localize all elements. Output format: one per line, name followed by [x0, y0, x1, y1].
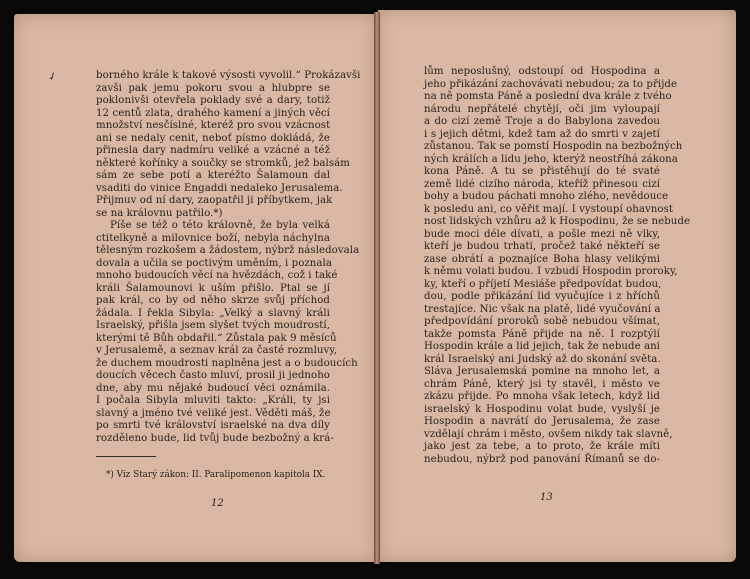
text-line: 12 centů zlata, drahého kamení a jiných věcí [96, 107, 330, 119]
text-line: i s jejich dětmi, kdež tam až do smrti v zajetí [424, 128, 660, 140]
book-spine [374, 12, 380, 564]
text-line: I počala Sibyla mluviti takto: „Králi, ty jsi [96, 395, 330, 406]
text-line: předpovídání proroků sobě nebudou všímat, [424, 316, 660, 327]
text-line: k posledu ani, co věřit mají. I vystoupí ohavnost [424, 203, 674, 215]
text-line: a do cizí země Troje a do Babylona zavedou [424, 116, 660, 127]
text-line: rozděleno bude, lid tvůj bude bezbožný a krá- [96, 432, 334, 444]
text-line: na ně pomsta Páně a poslední dva krále z tvého [424, 91, 672, 102]
text-line: zůstanou. Tak se pomstí Hospodin na bezbožných [424, 141, 683, 152]
text-line: nost lidských vzhůru až k Hospodinu, že se nebude [424, 216, 691, 227]
text-line: dne, aby mu nějaké budoucí věci oznámila. [96, 382, 330, 394]
text-line: jako jest za tebe, a to proto, že krále míti [424, 441, 660, 452]
text-line: po smrti tvé království israelské na dva díly [96, 420, 330, 431]
text-line: poklonivši otevřela poklady své a dary, totiž [96, 95, 330, 106]
text-line: lům neposlušný, odstoupí od Hospodina a [424, 66, 660, 77]
text-line: nebudou, nýbrž pod panování Římanů se do- [424, 453, 660, 465]
text-line: národu nepřátelé chytějí, oči jim vyloupají [424, 103, 660, 115]
text-line: Přijmuv od ní dary, zaopatřil ji příbytkem, jak [96, 195, 333, 206]
text-line: pak král, co by od něho skrze svůj příchod [96, 295, 330, 306]
text-line: zase obrátí a poznajíce Boha hlasy velikými [424, 253, 660, 265]
text-line: dou, podle přikázání lid vyučujíce i z hříchů [424, 291, 660, 302]
text-line: zkázu přijde. Po mnoha však letech, když lid [424, 391, 660, 402]
footnote-rule [96, 456, 156, 457]
text-line: tělesným rozkošem a žádostem, nýbrž následovala [96, 245, 360, 256]
ink-mark-icon: ✓ [46, 68, 60, 85]
text-line: borného krále k takové výsosti vyvolil.“ Prokázavši [96, 70, 361, 81]
text-line: žádala. I řekla Sibyla: „Velký a slavný králi [96, 307, 330, 319]
text-line: kona Páně. A tu se přistěhují do té svaté [424, 166, 660, 177]
text-line: slavný a jméno tvé veliké jest. Věděti máš, že [96, 407, 331, 419]
text-line: vsaditi do vinice Engaddi nedaleko Jerusalema. [96, 182, 343, 194]
text-line: zavši pak jemu pokoru svou a hlubpre se [96, 82, 330, 94]
text-line: jeho přikázání zachovávati nebudou; za to přijde [424, 78, 678, 90]
text-line: dovala a učila se poctivým uměním, i poznala [96, 257, 332, 269]
right-page-text [424, 66, 691, 466]
text-line: mnoho budoucích věcí na hvězdách, což i také [96, 270, 338, 281]
text-line: Sláva Jerusalemská pomine na mnoho let, a [424, 366, 660, 377]
text-line: bude moci déle dívati, a pošle mezi ně vlky, [424, 228, 660, 240]
page-number-right: 13 [540, 492, 553, 503]
text-line: trestajíce. Nic však na platě, lidé vyučování a [424, 303, 661, 315]
text-line: kterými tě Bůh obdařil.“ Zůstala pak 9 měsíců [96, 332, 337, 344]
page-number-left: 12 [211, 498, 224, 509]
text-line: k němu volati budou. I vzbudí Hospodin proroky, [424, 266, 678, 277]
text-line: Hospodin a navrátí do Jerusalema, že zase [424, 416, 660, 427]
text-line: doucích věcech často mluví, prosil ji jednoho [96, 370, 330, 381]
text-line: ky, kteří o příjetí Mesiáše předpovídat budou, [424, 278, 662, 290]
text-line: Hospodin krále a lid jejich, tak že nebude ani [424, 341, 660, 352]
text-line: israelský k Hospodinu volat bude, vyslyší je [424, 403, 660, 415]
text-line: král Israelský ani Judský až do skonání světa. [424, 353, 661, 365]
text-line: přinesla dary nadmíru veliké a vzácné a též [96, 145, 330, 156]
text-line: takže pomsta Páně přijde na ně. I rozptýlí [424, 328, 660, 340]
left-page-text [96, 70, 361, 445]
text-line: vzdělají chrám i město, ovšem nikdy tak slavně, [424, 428, 673, 440]
text-line: že duchem moudrosti naplněna jest a o budoucích [96, 357, 358, 369]
text-line: se na královnu patřilo.*) [96, 207, 223, 219]
footnote: *) Viz Starý zákon: II. Paralipomenon kapitola IX. [106, 470, 326, 480]
text-line: králi Šalamounovi k uším přišlo. Ptal se jí [96, 282, 330, 294]
text-line: množství nesčíslné, kteréž pro svou vzácnost [96, 120, 331, 131]
text-line: bohy a budou páchati mnoho zlého, nevědouce [424, 191, 669, 202]
text-line: chrám Páně, který jsi ty stavěl, i město ve [424, 378, 660, 390]
text-line: sám ze sebe potí a kteréžto Šalamoun dal [96, 170, 330, 181]
text-line: v Jerusalemě, a seznav král za časté rozmluvy, [96, 345, 338, 356]
text-line: země lidé cizího národa, kteříž přinesou cizí [424, 178, 660, 190]
text-line: ctitelkyně a milovnice boží, nebyla náchylna [96, 232, 330, 244]
text-line: ných králích a lidu jeho, kterýž neostříhá zákona [424, 153, 678, 165]
text-line: ani se nedaly cenit, neboť písmo dokládá, že [96, 132, 330, 144]
text-line: některé kořínky a součky se stromků, jež balsám [96, 157, 350, 169]
text-line: Píše se též o této královně, že byla velká [110, 220, 330, 231]
text-line: Israelský, přišla jsem slyšet tvých moudrostí, [96, 320, 330, 331]
text-line: kteří je budou trhati, pročež také někteří se [424, 241, 660, 252]
